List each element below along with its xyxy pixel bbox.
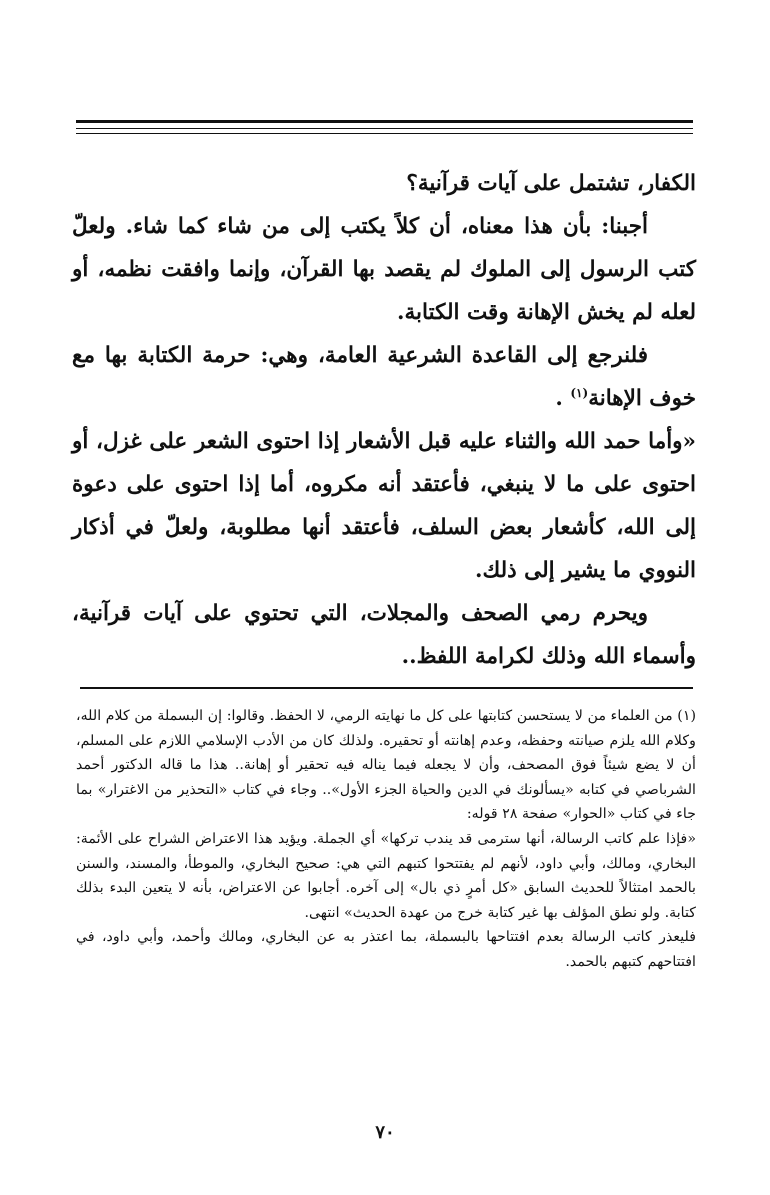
footnote-1-continued: «فإذا علم كاتب الرسالة، أنها سترمى قد يندب تركها» أي الجملة. ويؤيد هذا الاعتراض الشراح على الأئمة: البخاري، ومالك، وأبي داود، لأنهم لم يفتتحوا كتبهم التي هي: صحيح البخاري، والموطأ، والمسند، والسنن بالحمد امتثالاً للحديث السابق «كل أمرٍ ذي بال» إلى آخره. أجابوا عن الاعتراض، بأنه لا يتعين البدء بذلك كتابة. ولو نطق المؤلف بها غير كتابة خرج من عهدة الحديث» انتهى. (76, 830, 696, 921)
header-rule-thin (76, 128, 693, 129)
footnote-divider (80, 687, 693, 689)
footnote-marker: (١) (570, 385, 589, 400)
footnote-1-closing: فليعذر كاتب الرسالة بعدم افتتاحها بالبسملة، بما اعتذر به عن البخاري، ومالك وأحمد، وأبي داود، في افتتاحهم كتبهم بالحمد. (76, 929, 696, 970)
footnote-1: (١) من العلماء من لا يستحسن كتابتها على كل ما نهايته الرمي، لا الحفظ. وقالوا: إن البسملة من كلام الله، وكلام الله يلزم صيانته وحفظه، وعدم إهانته أو تحقيره. ولذلك كان من الأدب الإسلامي اللازم على المسلم، أن لا يضع شيئاً فوق المصحف، وأن لا يجعله فيما يناله فيه تحقير أو إهانة.. هذا ما قاله الدكتور أحمد الشرباصي في كتابه «يسألونك في الدين والحياة الجزء الأول».. وجاء في كتاب «التحذير من الاغترار» بما جاء في كتاب «الحوار» صفحة ٢٨ قوله: (76, 708, 696, 823)
footnotes (76, 704, 696, 975)
header-rule-thick (76, 120, 693, 123)
main-paragraph-3 (72, 334, 696, 420)
main-paragraph-3-text: فلنرجع إلى القاعدة الشرعية العامة، وهي: حرمة الكتابة بها مع خوف الإهانة (72, 343, 696, 411)
main-paragraph-1: الكفار، تشتمل على آيات قرآنية؟ (406, 171, 696, 196)
main-paragraph-4: «وأما حمد الله والثناء عليه قبل الأشعار إذا احتوى الشعر على غزل، أو احتوى على ما لا ينبغي، فأعتقد أنه مكروه، أما إذا احتوى على دعوة إلى الله، كأشعار بعض السلف، فأعتقد أنها مطلوبة، ولعلّ في أذكار النووي ما يشير إلى ذلك. (72, 429, 696, 583)
main-paragraph-2: أجبنا: بأن هذا معناه، أن كلاً يكتب إلى من شاء كما شاء. ولعلّ كتب الرسول إلى الملوك لم يقصد بها القرآن، وإنما وافقت نظمه، أو لعله لم يخش الإهانة وقت الكتابة. (72, 214, 696, 325)
page-number: ٧٠ (375, 1122, 395, 1143)
header-rule-thin-second (76, 133, 693, 134)
main-text (72, 162, 696, 678)
main-paragraph-3-end: . (555, 386, 563, 411)
main-paragraph-5: ويحرم رمي الصحف والمجلات، التي تحتوي على آيات قرآنية، وأسماء الله وذلك لكرامة اللفظ.. (72, 601, 696, 669)
